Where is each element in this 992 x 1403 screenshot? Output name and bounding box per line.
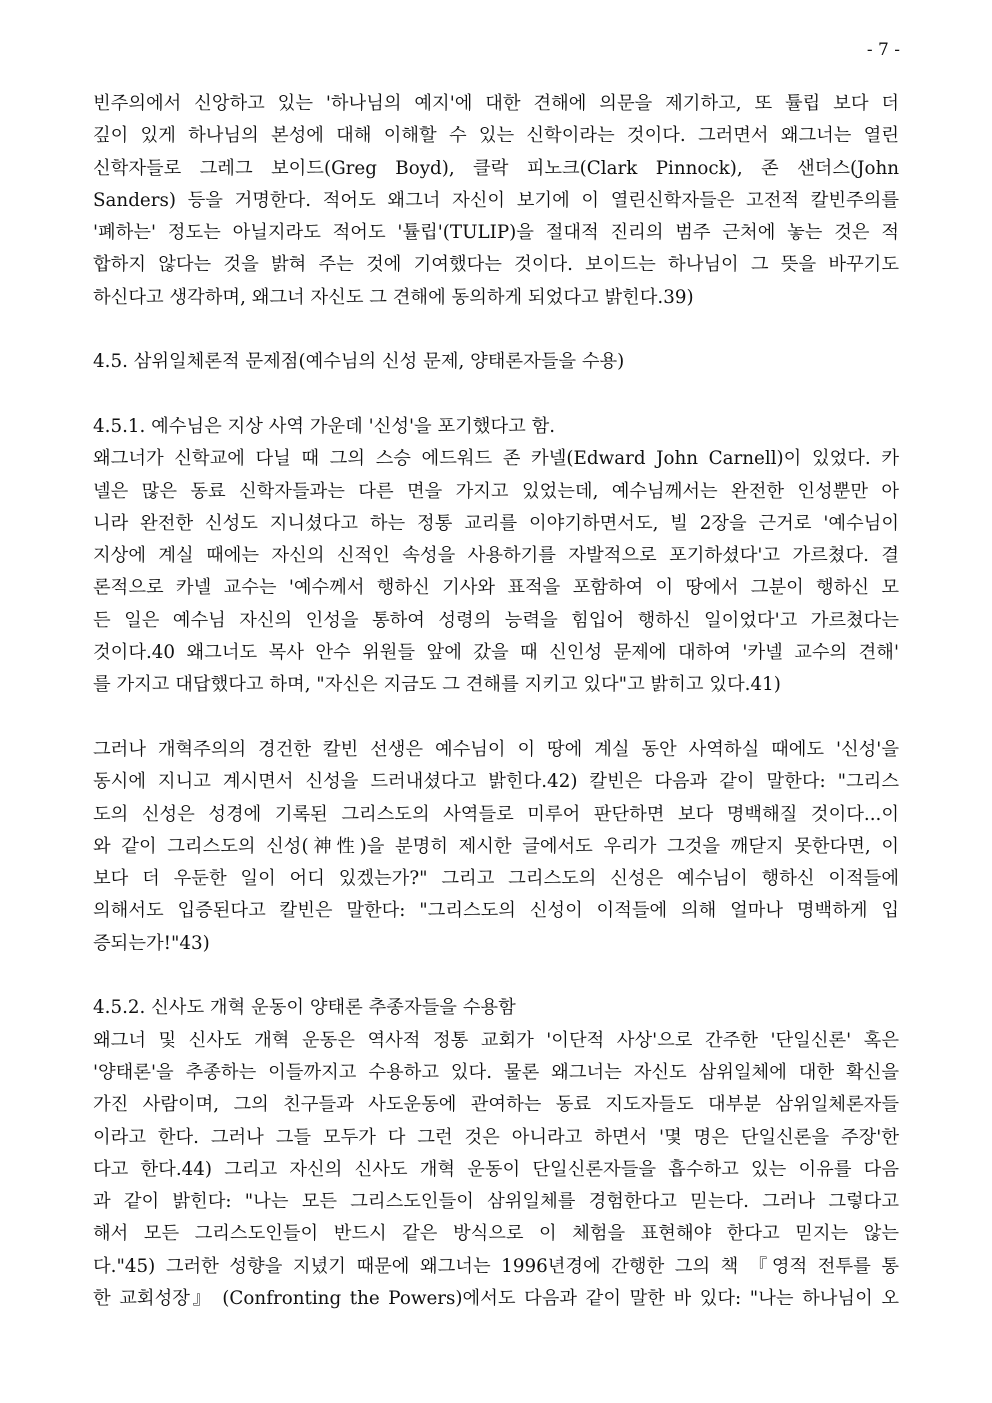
text-line: 4.5.2. 신사도 개혁 운동이 양태론 추종자들을 수용함 — [93, 997, 516, 1019]
text-line: 깊이 있게 하나님의 본성에 대해 이해할 수 있는 신학이라는 것이다. 그러면서 왜그너는 열린 — [93, 125, 899, 147]
text-line: 왜그너 및 신사도 개혁 운동은 역사적 정통 교회가 '이단적 사상'으로 간주한 '단일신론' 혹은 — [93, 1029, 899, 1051]
text-line: 빈주의에서 신앙하고 있는 '하나님의 예지'에 대한 견해에 의문을 제기하고, 또 튤립 보다 더 — [93, 93, 899, 114]
text-line: 그러나 개혁주의의 경건한 칼빈 선생은 예수님이 이 땅에 계실 동안 사역하실 때에도 '신성'을 — [93, 738, 899, 760]
blank-line — [93, 960, 899, 992]
text-line: 가진 사람이며, 그의 친구들과 사도운동에 관여하는 동료 지도자들도 대부분 삼위일체론자들 — [93, 1094, 899, 1116]
text-line: 것이다.40 왜그너도 목사 안수 위원들 앞에 갔을 때 신인성 문제에 대하여 '카넬 교수의 견해' — [93, 642, 899, 664]
text-line: 를 가지고 대답했다고 하며, "자신은 지금도 그 견해를 지키고 있다"고 밝히고 있다.41) — [93, 674, 781, 696]
text-line: 왜그너가 신학교에 다닐 때 그의 스승 에드워드 존 카넬(Edward John Carnell)이 있었다. 카 — [93, 448, 899, 470]
text-line: 보다 더 우둔한 일이 어디 있겠는가?" 그리고 그리스도의 신성은 예수님이 행하신 이적들에 — [93, 868, 899, 890]
text-line: 도의 신성은 성경에 기록된 그리스도의 사역들로 미루어 판단하면 보다 명백해질 것이다...이 — [93, 803, 899, 825]
text-line: 론적으로 카넬 교수는 '예수께서 행하신 기사와 표적을 포함하여 이 땅에서 그분이 행하신 모 — [93, 577, 899, 599]
text-line: 와 같이 그리스도의 신성(神性)을 분명히 제시한 글에서도 우리가 그것을 깨닫지 못한다면, 이 — [93, 835, 899, 857]
text-line: 든 일은 예수님 자신의 인성을 통하여 성령의 능력을 힘입어 행하신 일이었다'고 가르쳤다는 — [93, 609, 899, 631]
text-line: 다고 한다.44) 그리고 자신의 신사도 개혁 운동이 단일신론자들을 흡수하고 있는 이유를 다음 — [93, 1158, 899, 1180]
text-line: 니라 완전한 신성도 지니셨다고 하는 정통 교리를 이야기하면서도, 빌 2장을 근거로 '예수님이 — [93, 512, 899, 534]
blank-line — [93, 379, 899, 411]
text-line: 한 교회성장』 (Confronting the Powers)에서도 다음과 같이 말한 바 있다: "나는 하나님이 오 — [93, 1287, 899, 1309]
text-line: Sanders) 등을 거명한다. 적어도 왜그너 자신이 보기에 이 열린신학자들은 고전적 칼빈주의를 — [93, 189, 899, 211]
text-line: 동시에 지니고 계시면서 신성을 드러내셨다고 밝힌다.42) 칼빈은 다음과 같이 말한다: "그리스 — [93, 771, 899, 793]
text-line: 증되는가!"43) — [93, 932, 210, 954]
text-line: 하신다고 생각하며, 왜그너 자신도 그 견해에 동의하게 되었다고 밝힌다.39) — [93, 286, 694, 308]
text-line: 해서 모든 그리스도인들이 반드시 같은 방식으로 이 체험을 표현해야 한다고 믿지는 않는 — [93, 1223, 899, 1245]
page-number: - 7 - — [866, 40, 900, 60]
text-line: 의해서도 입증된다고 칼빈은 말한다: "그리스도의 신성이 이적들에 의해 얼마나 명백하게 입 — [93, 900, 899, 922]
text-line: 과 같이 밝힌다: "나는 모든 그리스도인들이 삼위일체를 경험한다고 믿는다. 그러나 그렇다고 — [93, 1191, 899, 1213]
text-line: 다."45) 그러한 성향을 지녔기 때문에 왜그너는 1996년경에 간행한 그의 책 『영적 전투를 통 — [93, 1255, 899, 1277]
text-line: '폐하는' 정도는 아닐지라도 적어도 '튤립'(TULIP)을 절대적 진리의 범주 근처에 놓는 것은 적 — [93, 222, 899, 244]
text-line: 합하지 않다는 것을 밝혀 주는 것에 기여했다는 것이다. 보이드는 하나님이 그 뜻을 바꾸기도 — [93, 254, 899, 276]
text-line: 신학자들로 그레그 보이드(Greg Boyd), 클락 피노크(Clark Pinnock), 존 샌더스(John — [93, 157, 899, 179]
blank-line — [93, 702, 899, 734]
text-line: 이라고 한다. 그러나 그들 모두가 다 그런 것은 아니라고 하면서 '몇 명은 단일신론을 주장'한 — [93, 1126, 899, 1148]
text-line: 넬은 많은 동료 신학자들과는 다른 면을 가지고 있었는데, 예수님께서는 완전한 인성뿐만 아 — [93, 480, 899, 502]
text-line: 지상에 계실 때에는 자신의 신적인 속성을 사용하기를 자발적으로 포기하셨다'고 가르쳤다. 결 — [93, 545, 899, 567]
text-line: 4.5.1. 예수님은 지상 사역 가운데 '신성'을 포기했다고 함. — [93, 415, 556, 437]
body-text — [93, 88, 899, 1315]
text-line: 4.5. 삼위일체론적 문제점(예수님의 신성 문제, 양태론자들을 수용) — [93, 351, 625, 373]
text-line: '양태론'을 추종하는 이들까지고 수용하고 있다. 물론 왜그너는 자신도 삼위일체에 대한 확신을 — [93, 1061, 899, 1083]
blank-line — [93, 314, 899, 346]
